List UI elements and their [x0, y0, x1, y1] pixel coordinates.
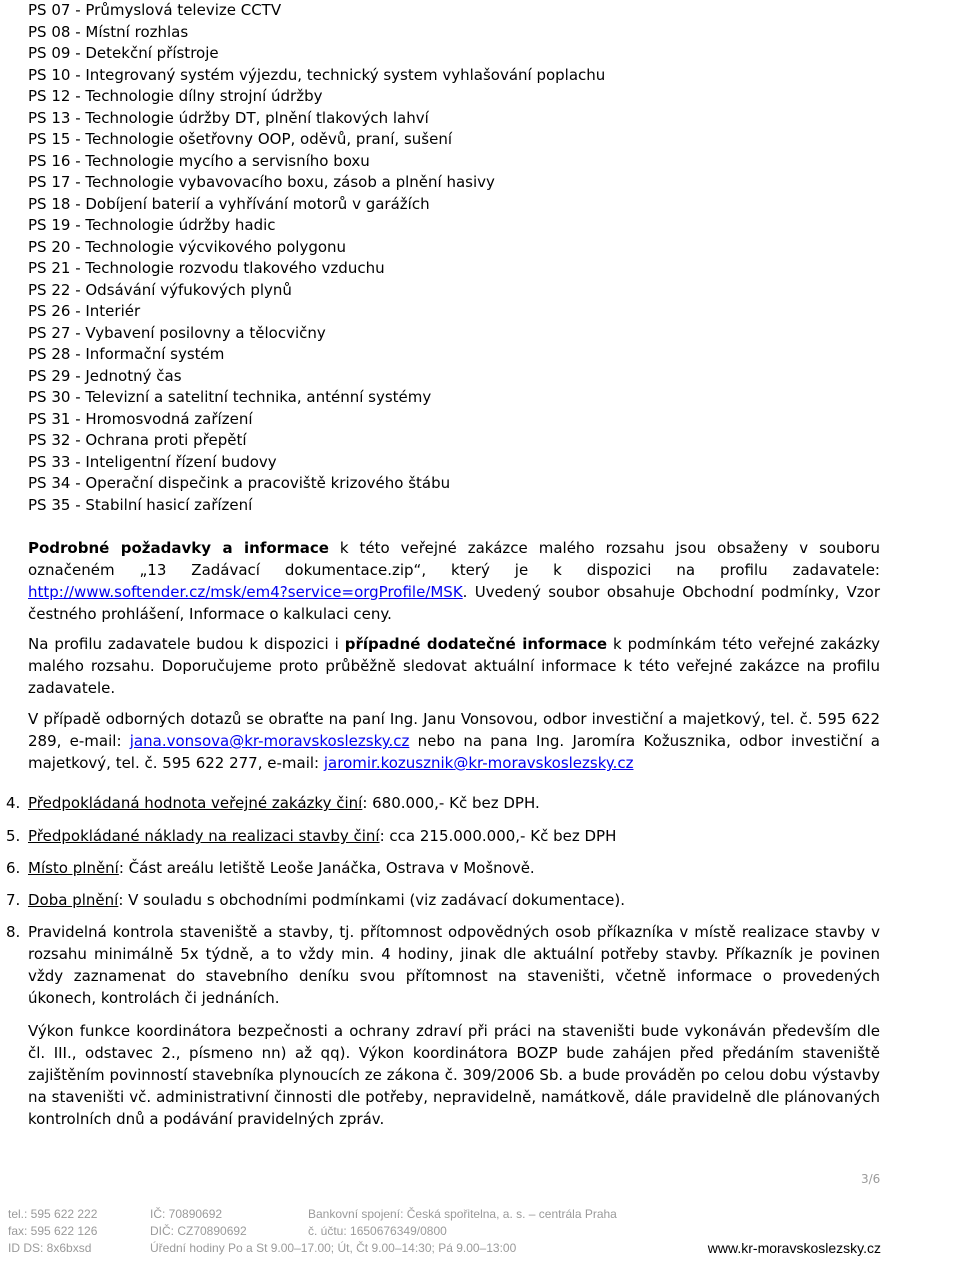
footer-ic: IČ: 70890692	[150, 1207, 223, 1221]
ps-item: PS 33 - Inteligentní řízení budovy	[28, 452, 277, 471]
paragraph-bozp: Výkon funkce koordinátora bezpečnosti a ochrany zdraví při práci na staveništi bude vykonáván především dle čl. III., odstavec 2., písmeno nn) až qq). Výkon koordinátora BOZP bude zahájen před předáním staveniště zajištěním povinností stavebníka plynoucích ze zákona č. 309/2006 Sb. a bude prováděn po celou dobu výstavby na staveništi vč. administrativní činnosti dle potřeby, nepravidelně, namátkově, dále pravidelně dle plánovaných kontrolních dnů a podávání pravidelných zpráv.	[28, 1022, 880, 1128]
ps-item: PS 08 - Místní rozhlas	[28, 22, 189, 41]
ps-item: PS 13 - Technologie údržby DT, plnění tlakových lahví	[28, 108, 429, 127]
profile-link[interactable]: http://www.softender.cz/msk/em4?service=orgProfile/MSK	[28, 583, 463, 601]
ps-item: PS 07 - Průmyslová televize CCTV	[28, 1, 282, 19]
ps-item: PS 10 - Integrovaný systém výjezdu, technický system vyhlašování poplachu	[28, 65, 606, 84]
ps-item: PS 17 - Technologie vybavovacího boxu, zásob a plnění hasivy	[28, 173, 495, 191]
item-label: Místo plnění	[28, 859, 119, 877]
item-text: : Část areálu letiště Leoše Janáčka, Ostrava v Mošnově.	[118, 859, 535, 877]
item-number: 7.	[6, 891, 21, 909]
ps-item: PS 22 - Odsávání výfukových plynů	[28, 280, 292, 299]
item-label: Doba plnění	[28, 891, 119, 909]
ps-item: PS 34 - Operační dispečink a pracoviště krizového štábu	[28, 474, 451, 492]
ps-item: PS 27 - Vybavení posilovny a tělocvičny	[28, 323, 326, 342]
item-text: : V souladu s obchodními podmínkami (viz zadávací dokumentace).	[118, 891, 625, 909]
ps-item: PS 35 - Stabilní hasicí zařízení	[28, 495, 253, 514]
footer-account: č. účtu: 1650676349/0800	[308, 1224, 447, 1238]
ps-item: PS 26 - Interiér	[28, 302, 141, 320]
details-bold: Podrobné požadavky a informace	[28, 539, 329, 557]
ps-item: PS 32 - Ochrana proti přepětí	[28, 431, 247, 449]
item-number: 5.	[6, 827, 21, 845]
footer-website[interactable]: www.kr-moravskoslezsky.cz	[707, 1240, 881, 1256]
footer-databox: ID DS: 8x6bxsd	[8, 1241, 92, 1255]
item-number: 8.	[6, 923, 21, 941]
ps-item: PS 16 - Technologie mycího a servisního boxu	[28, 151, 370, 170]
paragraph-additional-info	[28, 633, 880, 699]
ps-item: PS 31 - Hromosvodná zařízení	[28, 409, 253, 428]
item-number: 6.	[6, 859, 21, 877]
page-number: 3/6	[861, 1172, 881, 1186]
ps-item: PS 19 - Technologie údržby hadic	[28, 216, 276, 234]
additional-bold: případné dodatečné informace	[344, 635, 608, 653]
footer	[0, 1206, 960, 1281]
ps-item: PS 20 - Technologie výcvikového polygonu	[28, 237, 347, 256]
email-link-vonsova[interactable]: jana.vonsova@kr-moravskoslezsky.cz	[129, 732, 410, 750]
item-text: : cca 215.000.000,- Kč bez DPH	[379, 827, 617, 845]
ps-item: PS 29 - Jednotný čas	[28, 366, 182, 385]
footer-hours: Úřední hodiny Po a St 9.00–17.00; Út, Čt 9.00–14:30; Pá 9.00–13:00	[150, 1241, 517, 1255]
email-link-kozusznik[interactable]: jaromir.kozusznik@kr-moravskoslezsky.cz	[323, 754, 634, 772]
ps-item: PS 12 - Technologie dílny strojní údržby	[28, 87, 323, 105]
contacts-text-mid: nebo na pana Ing. Jaromíra Kožusznika, odbor investiční a majetkový, tel. č. 595 622 277, e-mail:	[28, 732, 880, 772]
item-label: Předpokládaná hodnota veřejné zakázky činí	[28, 794, 363, 812]
ps-item: PS 28 - Informační systém	[28, 345, 225, 363]
item-number: 4.	[6, 794, 21, 812]
item-text: : 680.000,- Kč bez DPH.	[362, 794, 540, 812]
ps-item: PS 18 - Dobíjení baterií a vyhřívání motorů v garážích	[28, 194, 430, 213]
ps-list	[28, 0, 928, 516]
item-label: Předpokládané náklady na realizaci stavby činí	[28, 827, 380, 845]
details-text-end: . Uvedený soubor obsahuje Obchodní podmínky, Vzor čestného prohlášení, Informace o kalkulaci ceny.	[28, 583, 880, 623]
footer-fax: fax: 595 622 126	[8, 1224, 98, 1238]
details-text: k této veřejné zakázce malého rozsahu jsou obsaženy v souboru označeném „13 Zadávací dokumentace.zip“, který je k dispozici na profilu zadavatele:	[28, 539, 880, 579]
additional-text: Na profilu zadavatele budou k dispozici i	[28, 635, 345, 653]
footer-bank	[308, 1206, 617, 1240]
footer-contact	[8, 1206, 97, 1257]
additional-text-end: k podmínkám této veřejné zakázky malého rozsahu. Doporučujeme proto průběžně sledovat aktuální informace k této veřejné zakázce na profilu zadavatele.	[28, 635, 880, 697]
footer-bank-name: Bankovní spojení: Česká spořitelna, a. s. – centrála Praha	[308, 1207, 617, 1221]
ps-item: PS 30 - Televizní a satelitní technika, anténní systémy	[28, 388, 432, 406]
paragraph-details	[28, 537, 880, 625]
footer-phone: tel.: 595 622 222	[8, 1207, 98, 1221]
ps-item: PS 21 - Technologie rozvodu tlakového vzduchu	[28, 259, 385, 277]
ps-item: PS 09 - Detekční přístroje	[28, 44, 219, 62]
item-text: Pravidelná kontrola staveniště a stavby, tj. přítomnost odpovědných osob příkazníka v místě realizace stavby v rozsahu minimálně 5x týdně, a to vždy min. 4 hodiny, jinak dle aktuální potřeby stavby. Příkazník je povinen vždy zaznamenat do stavebního deníku svou přítomnost na staveništi, včetně informace o provedených úkonech, kontrolách či jednáních.	[28, 923, 880, 1007]
contacts-text: V případě odborných dotazů se obraťte na paní Ing. Janu Vonsovou, odbor investiční a majetkový, tel. č. 595 622 289, e-mail:	[28, 710, 880, 750]
footer-dic: DIČ: CZ70890692	[150, 1224, 247, 1238]
paragraph-contacts	[28, 708, 880, 774]
ps-item: PS 15 - Technologie ošetřovny OOP, oděvů, praní, sušení	[28, 130, 452, 148]
